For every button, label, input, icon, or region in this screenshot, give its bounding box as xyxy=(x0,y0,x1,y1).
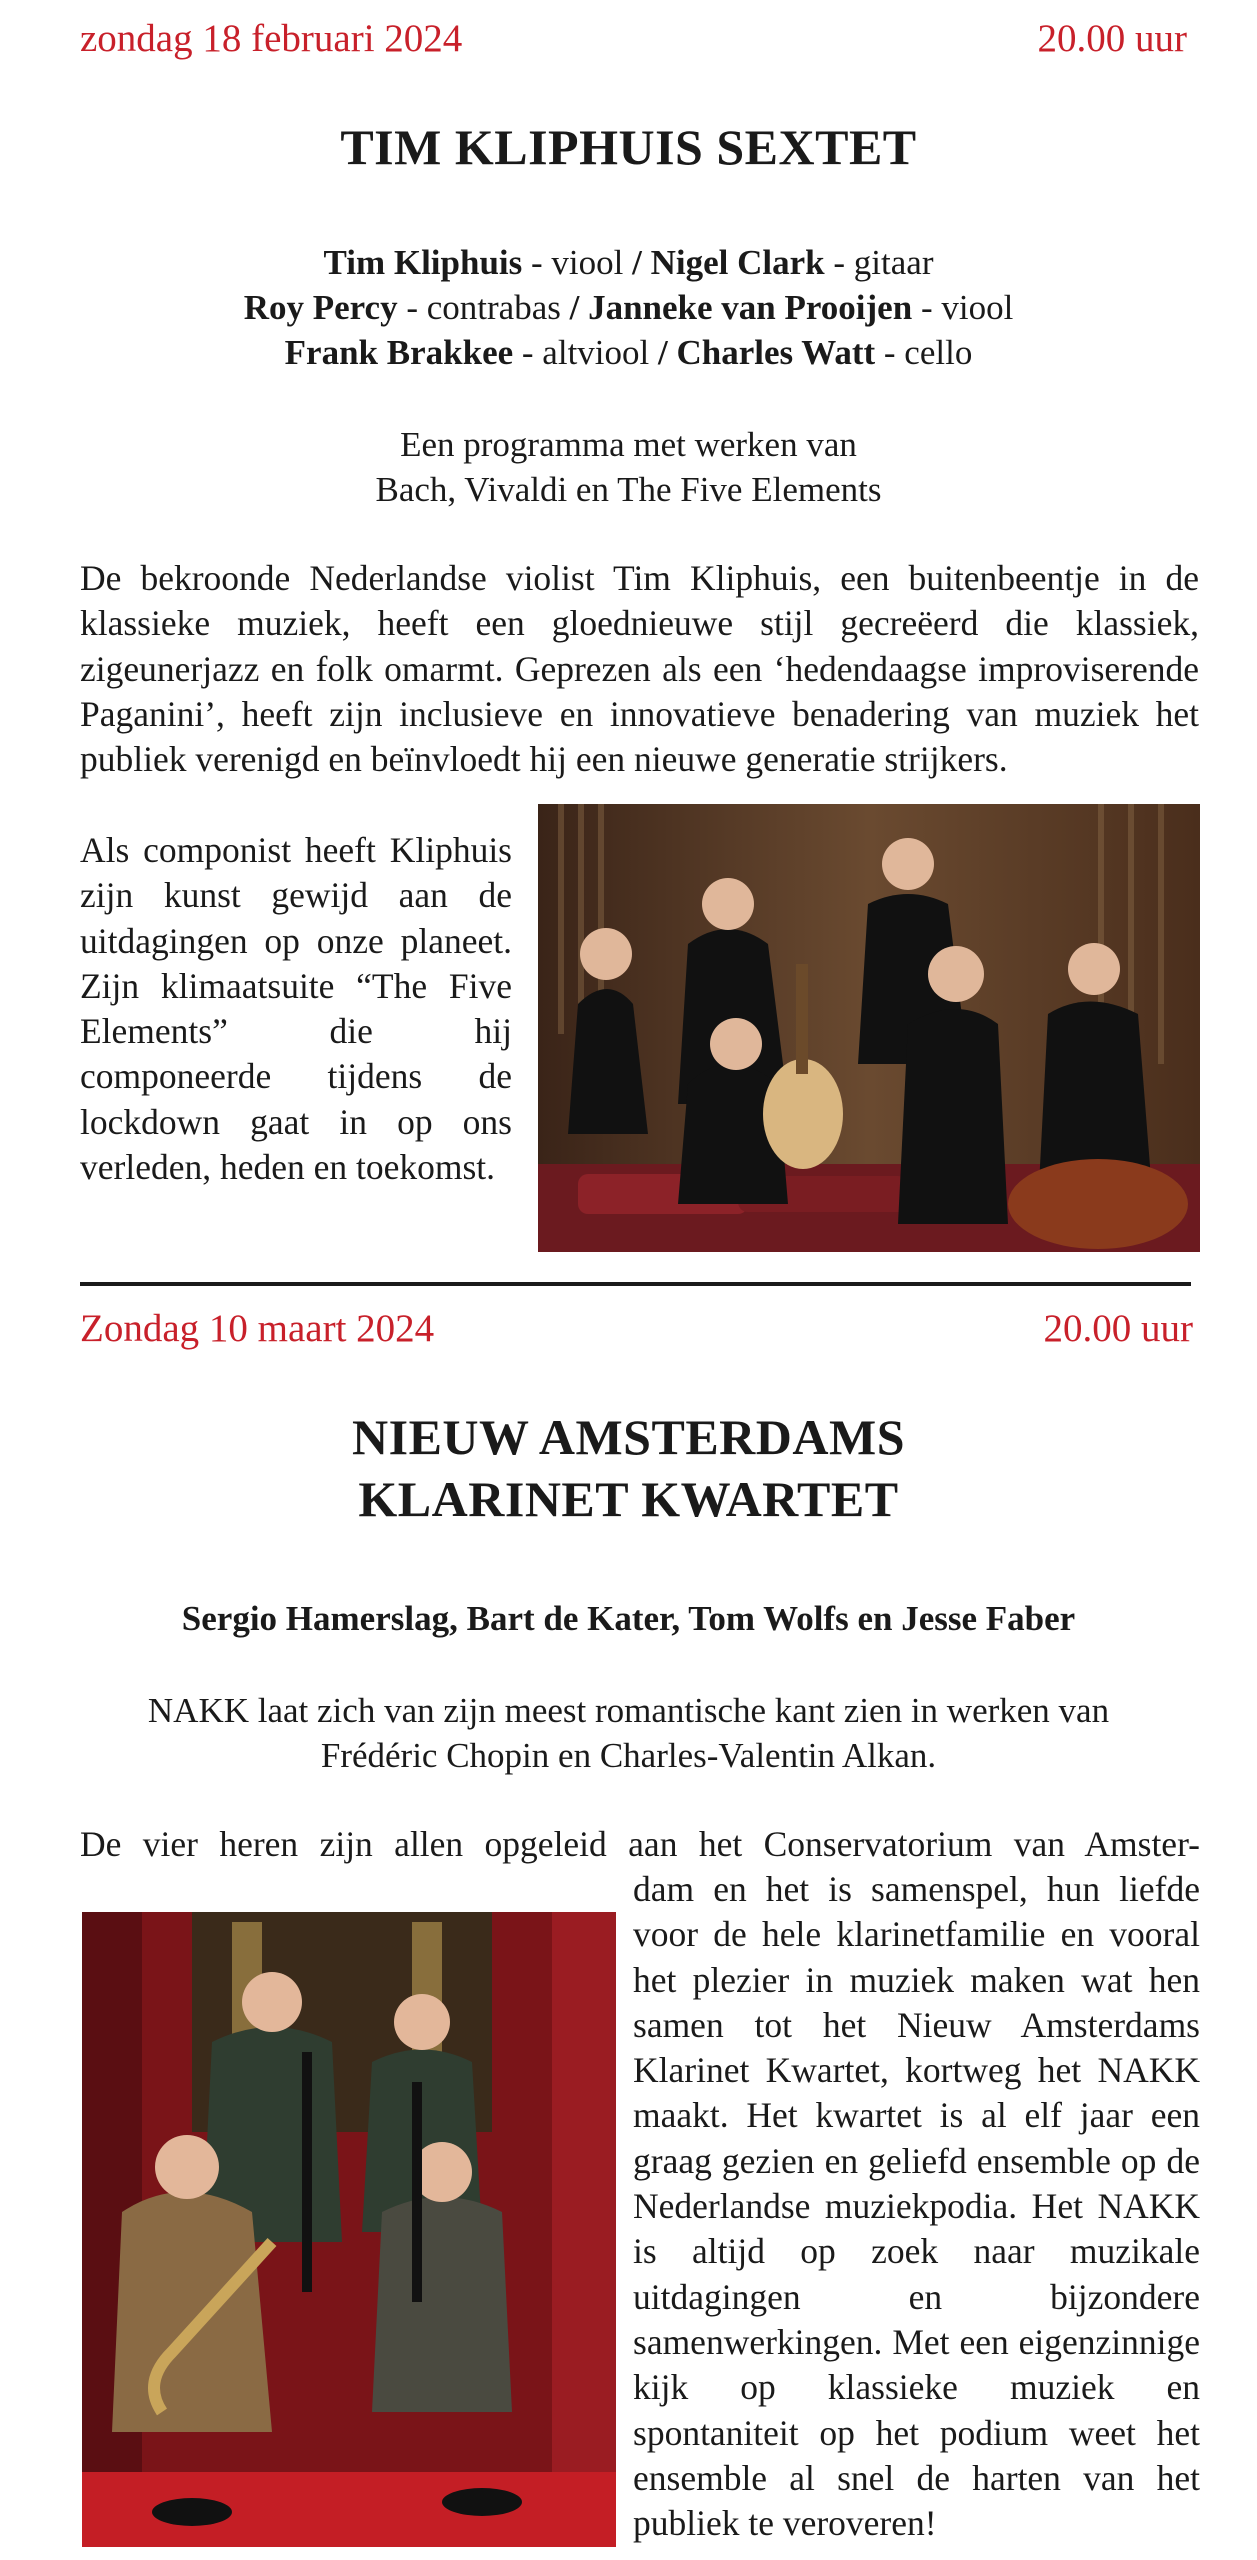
concert2-title xyxy=(0,1406,1257,1530)
concert2-date: Zondag 10 maart 2024 xyxy=(80,1307,435,1350)
concert1-composer-text: Als componist heeft Kliphuis zijn kunst gewijd aan de uitdagingen op onze planeet. Zijn klimaatsuite “The Five Elements” die hij componeerde tijdens de lockdown gaat in op ons verleden, heden en toekomst. xyxy=(80,830,512,1188)
musician-instrument: - cello xyxy=(875,333,973,372)
section-divider xyxy=(80,1282,1191,1286)
musician-name: Charles Watt xyxy=(676,333,876,372)
group-photo-icon xyxy=(538,804,1200,1252)
program-line-1: Een programma met werken van xyxy=(400,425,857,464)
musician-instrument: - altviool xyxy=(513,333,658,372)
separator: / xyxy=(658,333,668,372)
musicians-line-3 xyxy=(0,330,1257,375)
separator: / xyxy=(569,288,580,327)
program-line-2: Bach, Vivaldi en The Five Elements xyxy=(375,470,882,509)
musician-instrument: - gitaar xyxy=(824,243,934,282)
separator: / xyxy=(632,243,642,282)
musician-name: Roy Percy xyxy=(243,288,398,327)
title-line-1: NIEUW AMSTERDAMS xyxy=(352,1409,905,1465)
program-line-2: Frédéric Chopin en Charles-Valentin Alkan. xyxy=(320,1736,937,1775)
concert1-intro: De bekroonde Nederlandse violist Tim Kliphuis, een buitenbeentje in de klassieke muziek, heeft een gloednieuwe stijl gecreëerd die klassiek, zigeunerjazz en folk omarmt. Geprezen als een ‘hedendaagse improviserende Paganini’, heeft zijn inclusieve en innovatieve benadering van muziek het publiek verenigd en beïnvloedt hij een nieuwe generatie strijkers. xyxy=(80,558,1199,780)
musician-instrument: - contrabas xyxy=(397,288,570,327)
musician-name: Janneke van Prooijen xyxy=(588,288,913,327)
concert1-time: 20.00 uur xyxy=(1037,17,1187,60)
musicians-line-1 xyxy=(0,240,1257,285)
musician-name: Nigel Clark xyxy=(650,243,825,282)
concert1-program xyxy=(0,422,1257,512)
concert2-program xyxy=(0,1688,1257,1778)
concert1-title: TIM KLIPHUIS SEXTET xyxy=(340,119,917,175)
concert2-photo xyxy=(82,1912,616,2547)
title-line-2: KLARINET KWARTET xyxy=(358,1471,899,1527)
concert1-date: zondag 18 februari 2024 xyxy=(80,17,463,60)
concert2-time: 20.00 uur xyxy=(1043,1307,1193,1350)
concert2-body-rest: dam en het is samenspel, hun liefde voor de hele klarinetfamilie en vooral het plezier in muziek maken wat hen samen tot het Nieuw Amsterdams Klarinet Kwartet, kortweg het NAKK maakt. Het kwartet is al elf jaar een graag gezien en geliefd ensemble op de Nederlandse muziekpodia. Het NAKK is altijd op zoek naar muzikale uitdagingen en bijzondere samenwerkingen. Met een eigenzinnige kijk op klassieke muziek en spontaniteit op het podium weet het ensemble al snel de harten van het publiek te veroveren! xyxy=(633,1869,1200,2544)
concert1-musicians xyxy=(0,240,1257,375)
program-line-1: NAKK laat zich van zijn meest romantische kant zien in werken van xyxy=(147,1691,1110,1730)
quartet-photo-icon xyxy=(82,1912,616,2547)
concert1-photo xyxy=(538,804,1200,1252)
concert2-musicians: Sergio Hamerslag, Bart de Kater, Tom Wolfs en Jesse Faber xyxy=(181,1599,1076,1638)
musician-instrument: - viool xyxy=(912,288,1014,327)
musician-name: Frank Brakkee xyxy=(284,333,514,372)
musician-name: Tim Kliphuis xyxy=(323,243,523,282)
musician-instrument: - viool xyxy=(522,243,633,282)
musicians-line-2 xyxy=(0,285,1257,330)
concert2-body-first-line: De vier heren zijn allen opgeleid aan het Conservatorium van Amster- xyxy=(80,1824,1200,1864)
